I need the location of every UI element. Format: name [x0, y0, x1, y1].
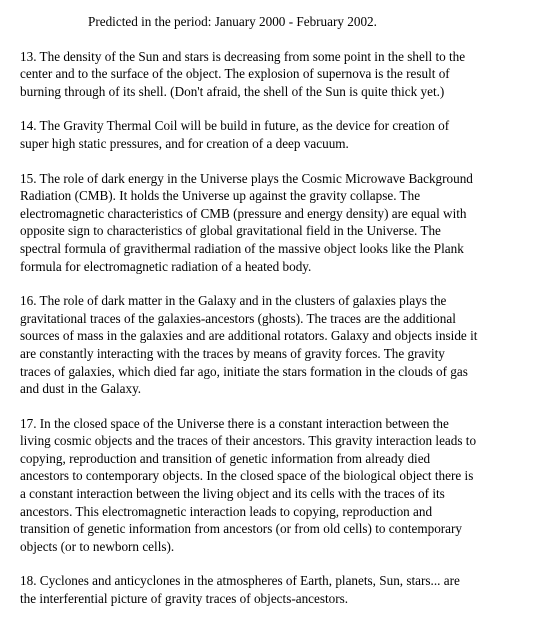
- paragraph-line: 14. The Gravity Thermal Coil will be build in future, as the device for creation of: [20, 118, 450, 134]
- paragraph-line: sources of mass in the galaxies and are additional rotators. Galaxy and objects inside it: [20, 328, 478, 344]
- paragraph-line: 13. The density of the Sun and stars is decreasing from some point in the shell to the: [20, 48, 466, 64]
- paragraph-line: ancestors. This electromagnetic interaction leads to copying, reproduction and: [20, 503, 433, 519]
- paragraph-line: traces of galaxies, which died far ago, initiate the stars formation in the clouds of gas: [20, 363, 468, 379]
- paragraph-line: a constant interaction between the living object and its cells with the traces of its: [20, 486, 445, 502]
- prediction-paragraph: [20, 48, 540, 101]
- prediction-paragraph: [20, 572, 540, 607]
- paragraph-line: center and to the surface of the object. The explosion of supernova is the result of: [20, 66, 450, 82]
- paragraph-line: are constantly interacting with the traces by means of gravity forces. The gravity: [20, 345, 445, 361]
- prediction-paragraph: [20, 292, 540, 398]
- prediction-paragraph: [20, 117, 540, 152]
- paragraph-line: and dust in the Galaxy.: [20, 381, 142, 397]
- paragraph-line: gravitational traces of the galaxies-ancestors (ghosts). The traces are the additional: [20, 310, 456, 326]
- period-header: Predicted in the period: January 2000 - February 2002.: [88, 14, 377, 29]
- paragraph-line: formula for electromagnetic radiation of a heated body.: [20, 258, 312, 274]
- paragraph-line: the interferential picture of gravity traces of objects-ancestors.: [20, 591, 349, 607]
- prediction-paragraph: [20, 170, 540, 276]
- paragraph-line: copying, reproduction and transition of genetic information from already died: [20, 450, 431, 466]
- paragraph-line: 18. Cyclones and anticyclones in the atmospheres of Earth, planets, Sun, stars... are: [20, 573, 460, 589]
- document-page: [20, 13, 540, 625]
- paragraph-line: 16. The role of dark matter in the Galaxy and in the clusters of galaxies plays the: [20, 293, 447, 309]
- paragraph-line: super high static pressures, and for creation of a deep vacuum.: [20, 135, 349, 151]
- paragraph-line: 15. The role of dark energy in the Universe plays the Cosmic Microwave Background: [20, 170, 473, 186]
- prediction-paragraph: [20, 415, 540, 556]
- paragraph-line: 17. In the closed space of the Universe there is a constant interaction between the: [20, 415, 449, 431]
- paragraph-line: transition of genetic information from ancestors (or from old cells) to contemporary: [20, 521, 463, 537]
- paragraph-line: burning through of its shell. (Don't afraid, the shell of the Sun is quite thick yet.): [20, 83, 445, 99]
- paragraph-line: electromagnetic characteristics of CMB (pressure and energy density) are equal with: [20, 205, 467, 221]
- paragraph-line: ancestors to contemporary objects. In the closed space of the biological object there is: [20, 468, 474, 484]
- prediction-list: [20, 48, 540, 608]
- paragraph-line: opposite sign to characteristics of global gravitational field in the Universe. The: [20, 223, 441, 239]
- paragraph-line: Radiation (CMB). It holds the Universe up against the gravity collapse. The: [20, 188, 421, 204]
- paragraph-line: objects (or to newborn cells).: [20, 538, 175, 554]
- paragraph-line: living cosmic objects and the traces of their ancestors. This gravity interaction leads to: [20, 433, 477, 449]
- paragraph-line: spectral formula of gravithermal radiation of the massive object looks like the Plank: [20, 240, 464, 256]
